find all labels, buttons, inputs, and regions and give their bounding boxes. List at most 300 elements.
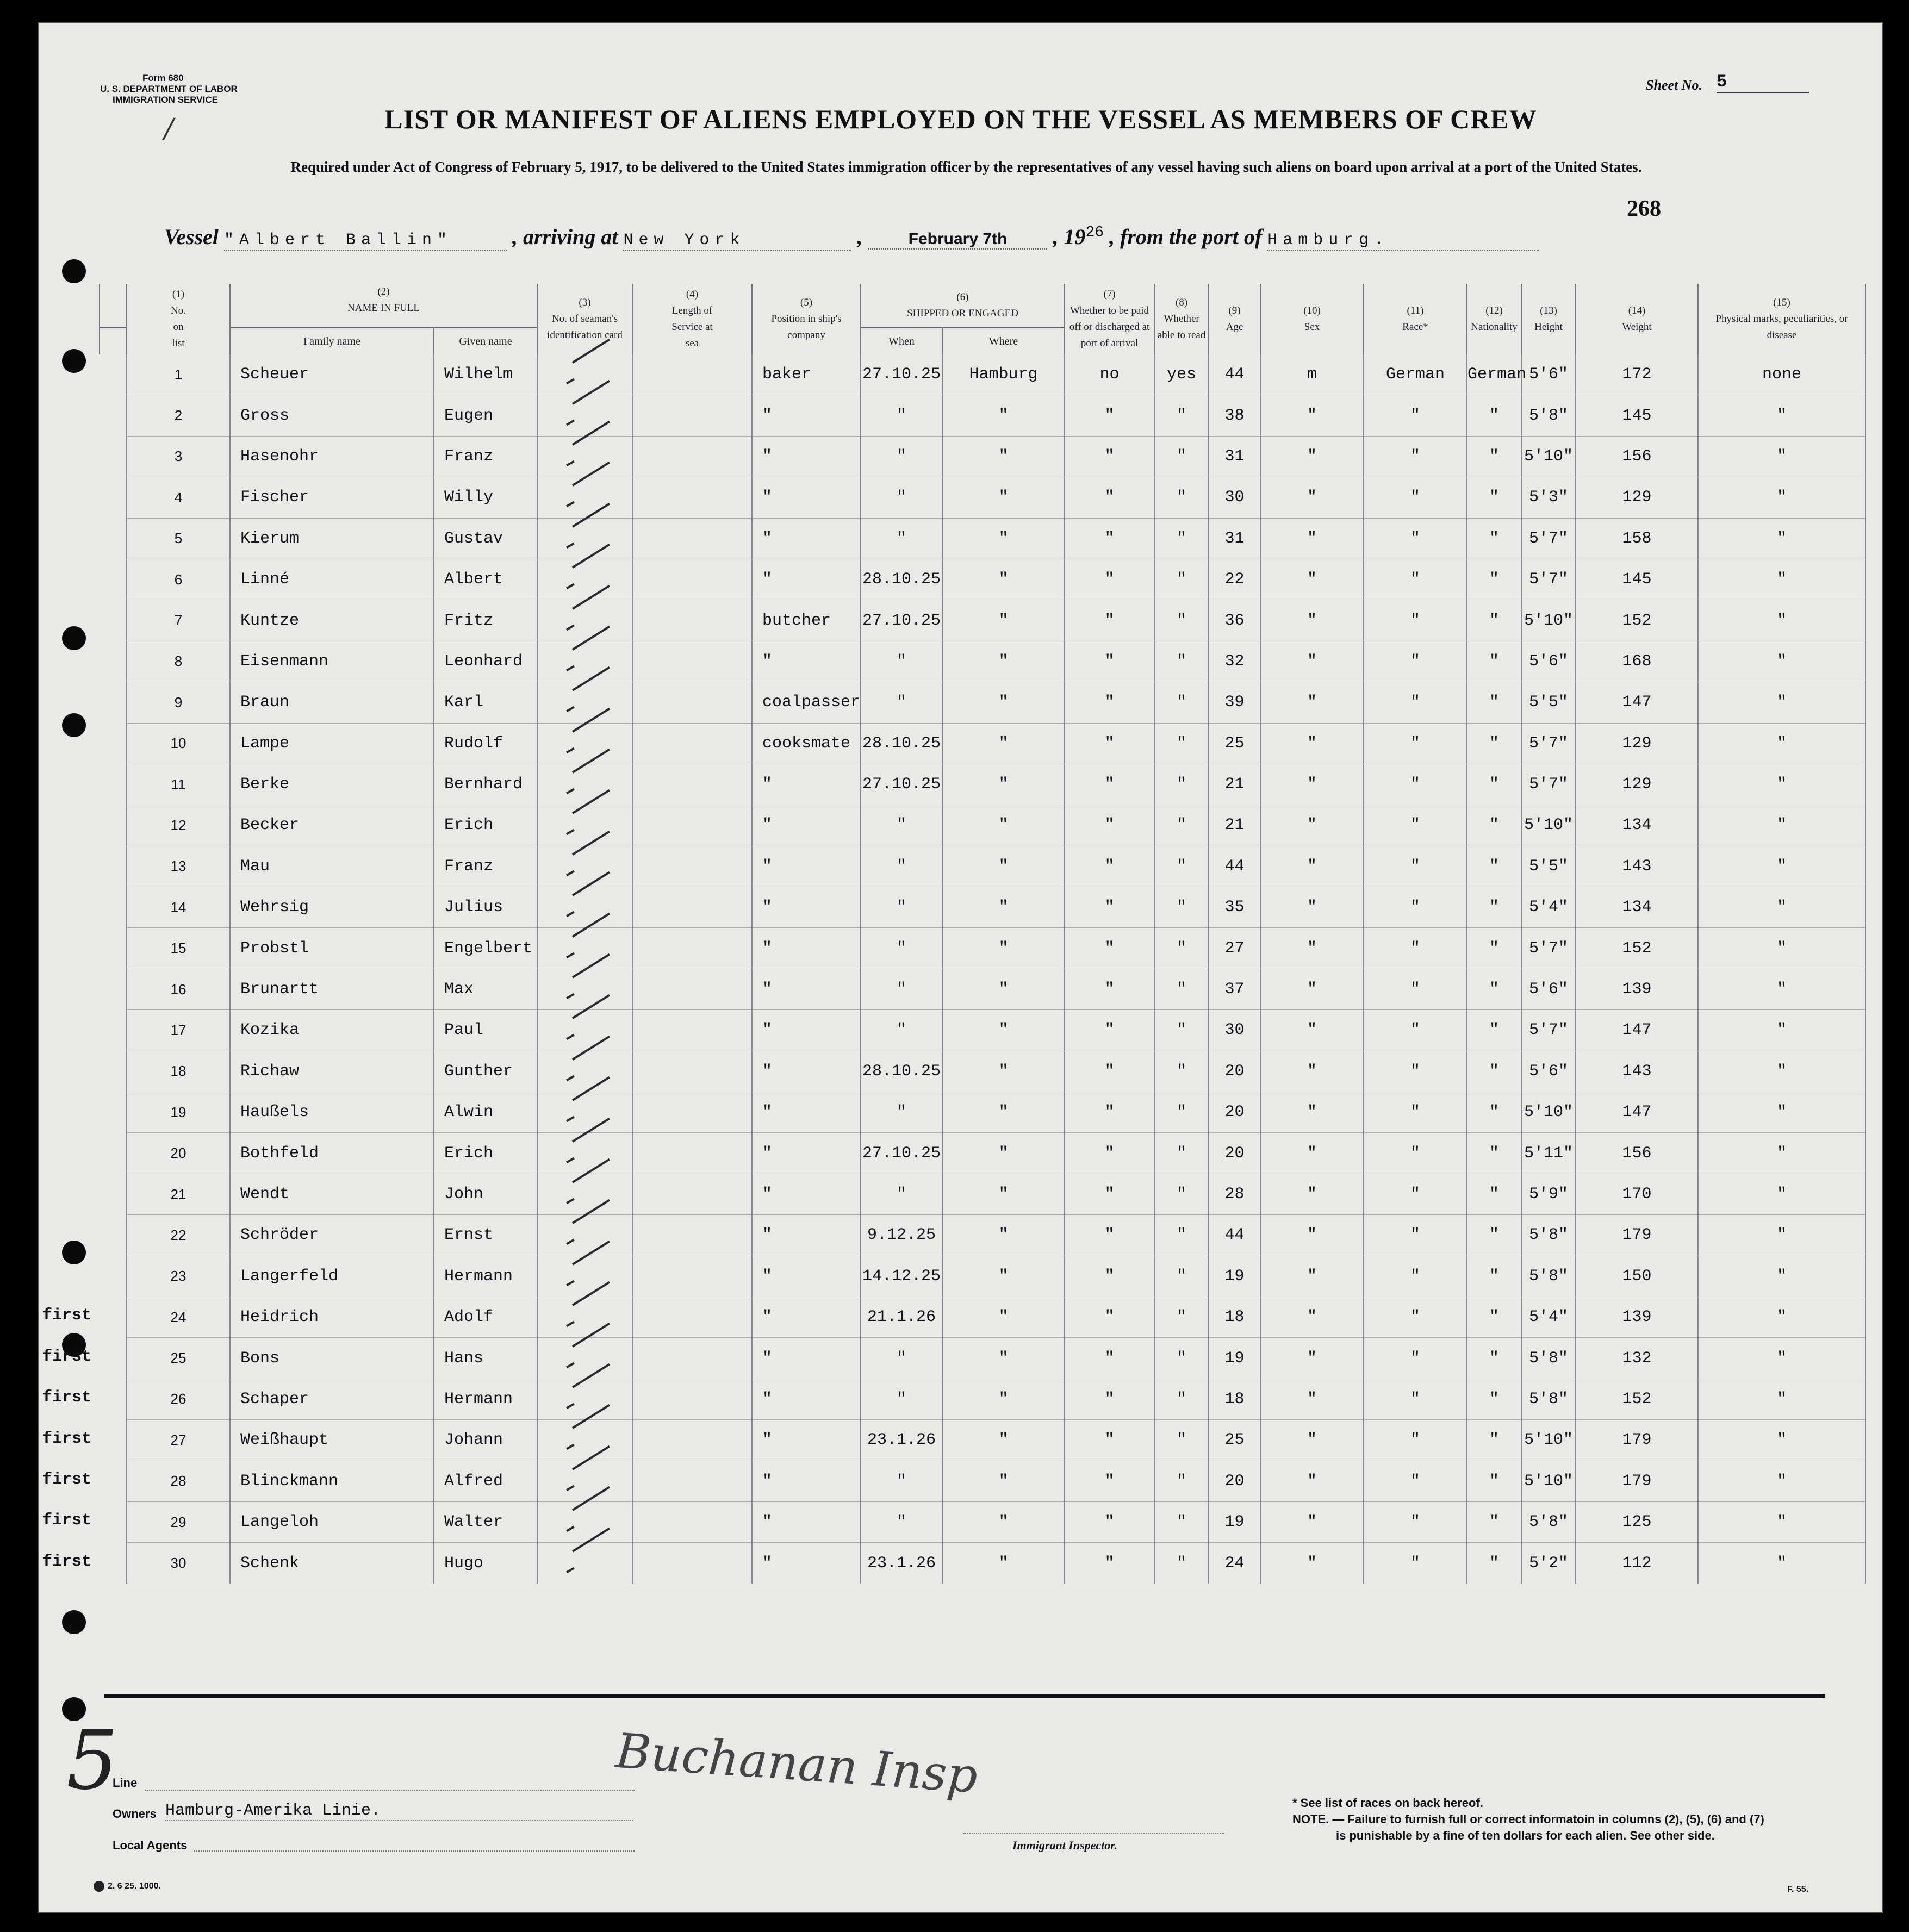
family-name: Eisenmann <box>230 641 434 682</box>
vessel-label: Vessel <box>164 225 219 249</box>
paid-off: " <box>1065 764 1154 805</box>
paid-off: " <box>1065 682 1154 723</box>
nationality: " <box>1467 477 1521 518</box>
row-number: 11 <box>127 764 230 805</box>
race: " <box>1364 1501 1467 1542</box>
nationality: " <box>1467 518 1521 559</box>
position: " <box>752 846 861 887</box>
margin-cell <box>100 928 127 969</box>
age: 18 <box>1209 1379 1260 1419</box>
given-name: Erich <box>434 1133 537 1174</box>
able-to-read: " <box>1154 969 1209 1009</box>
race: " <box>1364 969 1467 1009</box>
shipped-when: " <box>861 1010 942 1051</box>
margin-cell <box>100 1133 127 1174</box>
sex: " <box>1260 600 1364 641</box>
footer-agents-rule <box>194 1850 635 1852</box>
shipped-when: 28.10.25 <box>861 1051 942 1092</box>
physical-marks: " <box>1698 436 1866 477</box>
col-when-header: When <box>861 328 942 354</box>
margin-cell <box>42 1297 127 1337</box>
height: 5'9" <box>1521 1174 1576 1214</box>
punch-hole <box>62 1241 86 1264</box>
race: " <box>1364 1174 1467 1214</box>
id-card-check <box>537 969 632 1009</box>
nationality: " <box>1467 395 1521 436</box>
family-name: Kozika <box>230 1010 434 1051</box>
paid-off: " <box>1065 1092 1154 1133</box>
nationality: " <box>1467 600 1521 641</box>
table-header <box>100 284 1866 354</box>
table-row <box>100 1297 1866 1337</box>
age: 22 <box>1209 559 1260 600</box>
age: 21 <box>1209 764 1260 805</box>
able-to-read: " <box>1154 887 1209 928</box>
position: " <box>752 764 861 805</box>
margin-cell <box>100 1256 127 1297</box>
nationality: " <box>1467 723 1521 764</box>
shipped-when: 27.10.25 <box>861 1133 942 1174</box>
family-name: Kuntze <box>230 600 434 641</box>
race: " <box>1364 682 1467 723</box>
col-service-header: (4) Length of Service at sea <box>632 284 752 354</box>
table-row <box>100 600 1866 641</box>
sex: " <box>1260 1174 1364 1214</box>
sheet-number-label: Sheet No. <box>1646 77 1702 93</box>
nationality: " <box>1467 1010 1521 1051</box>
margin-cell <box>100 354 127 395</box>
height: 5'5" <box>1521 682 1576 723</box>
able-to-read: " <box>1154 1174 1209 1214</box>
id-card-check <box>537 1256 632 1297</box>
table-row <box>100 1051 1866 1092</box>
row-number: 15 <box>127 928 230 969</box>
weight: 179 <box>1576 1215 1698 1256</box>
height: 5'10" <box>1521 805 1576 846</box>
nationality: " <box>1467 559 1521 600</box>
checkmark-icon <box>561 1547 610 1574</box>
height: 5'11" <box>1521 1133 1576 1174</box>
position: " <box>752 969 861 1009</box>
sex: " <box>1260 1338 1364 1379</box>
height: 5'5" <box>1521 846 1576 887</box>
age: 30 <box>1209 477 1260 518</box>
shipped-where: " <box>942 1338 1065 1379</box>
race: " <box>1364 1256 1467 1297</box>
physical-marks: " <box>1698 559 1866 600</box>
physical-marks: " <box>1698 682 1866 723</box>
physical-marks: " <box>1698 764 1866 805</box>
margin-cell <box>42 1379 127 1419</box>
sex: " <box>1260 559 1364 600</box>
given-name: Walter <box>434 1501 537 1542</box>
weight: 179 <box>1576 1420 1698 1461</box>
checkmark-icon <box>561 481 610 508</box>
table-body <box>42 354 1866 1584</box>
shipped-where: " <box>942 600 1065 641</box>
given-name: Engelbert <box>434 928 537 969</box>
shipped-when: " <box>861 1174 942 1214</box>
shipped-when: 23.1.26 <box>861 1420 942 1461</box>
weight: 112 <box>1576 1543 1698 1584</box>
able-to-read: yes <box>1154 354 1209 395</box>
able-to-read: " <box>1154 559 1209 600</box>
race: German <box>1364 354 1467 395</box>
sex: " <box>1260 436 1364 477</box>
row-number: 17 <box>127 1010 230 1051</box>
col-height-header: (13) Height <box>1521 284 1576 354</box>
shipped-when: 9.12.25 <box>861 1215 942 1256</box>
paid-off: " <box>1065 1338 1154 1379</box>
table-row <box>100 928 1866 969</box>
sex: m <box>1260 354 1364 395</box>
shipped-when: 23.1.26 <box>861 1543 942 1584</box>
given-name: Erich <box>434 805 537 846</box>
nationality: " <box>1467 1133 1521 1174</box>
arriving-label: , arriving at <box>512 225 618 249</box>
paid-off: " <box>1065 1297 1154 1337</box>
age: 20 <box>1209 1092 1260 1133</box>
able-to-read: " <box>1154 846 1209 887</box>
shipped-where: " <box>942 682 1065 723</box>
service-length <box>632 436 752 477</box>
position: butcher <box>752 600 861 641</box>
physical-marks: " <box>1698 1379 1866 1419</box>
col-sex-header: (10) Sex <box>1260 284 1364 354</box>
service-length <box>632 887 752 928</box>
table-row <box>100 1174 1866 1214</box>
footer-agents-label: Local Agents <box>113 1838 188 1852</box>
row-number: 27 <box>127 1420 230 1461</box>
family-name: Langerfeld <box>230 1256 434 1297</box>
able-to-read: " <box>1154 1133 1209 1174</box>
position: " <box>752 559 861 600</box>
paid-off: " <box>1065 1256 1154 1297</box>
id-card-check <box>537 1543 632 1584</box>
footer-line-rule <box>145 1790 635 1791</box>
weight: 179 <box>1576 1461 1698 1501</box>
physical-marks: none <box>1698 354 1866 395</box>
position: " <box>752 1501 861 1542</box>
row-number: 23 <box>127 1256 230 1297</box>
family-name: Schenk <box>230 1543 434 1584</box>
service-length <box>632 354 752 395</box>
weight: 143 <box>1576 1051 1698 1092</box>
from-port-label: , from the port of <box>1109 225 1263 249</box>
able-to-read: " <box>1154 477 1209 518</box>
form-code: F. 55. <box>1787 1885 1809 1894</box>
given-name: Hans <box>434 1338 537 1379</box>
height: 5'6" <box>1521 969 1576 1009</box>
punch-hole <box>62 259 86 283</box>
row-number: 10 <box>127 723 230 764</box>
shipped-where: " <box>942 518 1065 559</box>
footer-owners-label: Owners <box>113 1807 157 1821</box>
age: 24 <box>1209 1543 1260 1584</box>
sex: " <box>1260 1461 1364 1501</box>
table-row <box>100 1010 1866 1051</box>
height: 5'4" <box>1521 887 1576 928</box>
vessel-line: Vessel "Albert Ballin" , arriving at New York , February 7th , $19^{26}$ , from the port of Hamburg. <box>164 224 1539 251</box>
col-read-header: (8) Whether able to read <box>1154 284 1209 354</box>
able-to-read: " <box>1154 1215 1209 1256</box>
end-of-list-rule <box>104 1694 1825 1698</box>
sex: " <box>1260 518 1364 559</box>
physical-marks: " <box>1698 477 1866 518</box>
sex: " <box>1260 1297 1364 1337</box>
row-number: 22 <box>127 1215 230 1256</box>
nationality: " <box>1467 1092 1521 1133</box>
race: " <box>1364 1215 1467 1256</box>
given-name: Eugen <box>434 395 537 436</box>
race: " <box>1364 1051 1467 1092</box>
form-number: Form 680 <box>142 73 184 83</box>
physical-marks: " <box>1698 1420 1866 1461</box>
shipped-when: 27.10.25 <box>861 764 942 805</box>
race: " <box>1364 1338 1467 1379</box>
id-card-check <box>537 477 632 518</box>
race: " <box>1364 846 1467 887</box>
family-name: Haußels <box>230 1092 434 1133</box>
inspector-signature: Buchanan Insp <box>614 1722 980 1804</box>
given-name: Franz <box>434 436 537 477</box>
physical-marks: " <box>1698 395 1866 436</box>
footer-line-label: Line <box>113 1776 138 1790</box>
weight: 150 <box>1576 1256 1698 1297</box>
shipped-when: " <box>861 395 942 436</box>
nationality: " <box>1467 764 1521 805</box>
table-row <box>100 1338 1866 1379</box>
age: 32 <box>1209 641 1260 682</box>
age: 31 <box>1209 436 1260 477</box>
checkmark-icon <box>561 1342 610 1369</box>
service-length <box>632 1461 752 1501</box>
family-name: Schröder <box>230 1215 434 1256</box>
sex: " <box>1260 1543 1364 1584</box>
shipped-when: 14.12.25 <box>861 1256 942 1297</box>
physical-marks: " <box>1698 1297 1866 1337</box>
table-row <box>100 1461 1866 1501</box>
shipped-where: " <box>942 723 1065 764</box>
position: " <box>752 1379 861 1419</box>
race: " <box>1364 518 1467 559</box>
shipped-when: " <box>861 1461 942 1501</box>
given-name: Gustav <box>434 518 537 559</box>
able-to-read: " <box>1154 1543 1209 1584</box>
height: 5'10" <box>1521 436 1576 477</box>
physical-marks: " <box>1698 846 1866 887</box>
family-name: Fischer <box>230 477 434 518</box>
position: coalpasser <box>752 682 861 723</box>
service-length <box>632 1297 752 1337</box>
age: 19 <box>1209 1338 1260 1379</box>
weight: 129 <box>1576 764 1698 805</box>
service-length <box>632 1501 752 1542</box>
position: " <box>752 1010 861 1051</box>
weight: 147 <box>1576 1092 1698 1133</box>
sex: " <box>1260 1501 1364 1542</box>
col-age-header: (9) Age <box>1209 284 1260 354</box>
age: 44 <box>1209 1215 1260 1256</box>
race: " <box>1364 1379 1467 1419</box>
weight: 158 <box>1576 518 1698 559</box>
margin-note: first <box>42 1552 92 1571</box>
able-to-read: " <box>1154 1379 1209 1419</box>
age: 44 <box>1209 354 1260 395</box>
service-length <box>632 559 752 600</box>
race: " <box>1364 805 1467 846</box>
age: 20 <box>1209 1133 1260 1174</box>
race: " <box>1364 641 1467 682</box>
weight: 152 <box>1576 928 1698 969</box>
age: 19 <box>1209 1501 1260 1542</box>
margin-cell <box>100 1051 127 1092</box>
id-card-check <box>537 1174 632 1214</box>
shipped-where: " <box>942 1215 1065 1256</box>
position: baker <box>752 354 861 395</box>
shipped-where: " <box>942 1379 1065 1419</box>
family-name: Blinckmann <box>230 1461 434 1501</box>
sex: " <box>1260 764 1364 805</box>
age: 36 <box>1209 600 1260 641</box>
given-name: Leonhard <box>434 641 537 682</box>
checkmark-icon <box>561 563 610 590</box>
given-name: Ernst <box>434 1215 537 1256</box>
shipped-when: " <box>861 436 942 477</box>
row-number: 28 <box>127 1461 230 1501</box>
row-number: 3 <box>127 436 230 477</box>
age: 27 <box>1209 928 1260 969</box>
shipped-where: " <box>942 1174 1065 1214</box>
shipped-when: " <box>861 477 942 518</box>
table-row <box>100 1092 1866 1133</box>
nationality: " <box>1467 641 1521 682</box>
shipped-where: " <box>942 1420 1065 1461</box>
family-name: Hasenohr <box>230 436 434 477</box>
checkmark-icon <box>561 400 610 427</box>
shipped-where: " <box>942 559 1065 600</box>
age: 25 <box>1209 1420 1260 1461</box>
height: 5'8" <box>1521 1501 1576 1542</box>
id-card-check <box>537 1092 632 1133</box>
position: " <box>752 395 861 436</box>
position: " <box>752 641 861 682</box>
paid-off: " <box>1065 1051 1154 1092</box>
footer-note-races: * See list of races on back hereof. <box>1292 1796 1483 1810</box>
checkmark-icon <box>561 1096 610 1123</box>
race: " <box>1364 436 1467 477</box>
height: 5'2" <box>1521 1543 1576 1584</box>
margin-cell <box>100 436 127 477</box>
arrival-date: February 7th <box>868 230 1047 250</box>
table-row <box>100 682 1866 723</box>
service-length <box>632 682 752 723</box>
given-name: John <box>434 1174 537 1214</box>
family-name: Mau <box>230 846 434 887</box>
margin-cell <box>42 1501 127 1542</box>
checkmark-icon <box>561 1137 610 1164</box>
weight: 152 <box>1576 1379 1698 1419</box>
table-row <box>100 1420 1866 1461</box>
weight: 143 <box>1576 846 1698 887</box>
id-card-check <box>537 559 632 600</box>
table-row <box>100 805 1866 846</box>
sex: " <box>1260 1215 1364 1256</box>
table-row <box>100 395 1866 436</box>
form-department: U. S. DEPARTMENT OF LABOR <box>100 84 238 94</box>
given-name: Alfred <box>434 1461 537 1501</box>
height: 5'8" <box>1521 1338 1576 1379</box>
physical-marks: " <box>1698 1051 1866 1092</box>
sex: " <box>1260 477 1364 518</box>
nationality: " <box>1467 1501 1521 1542</box>
paid-off: " <box>1065 477 1154 518</box>
arriving-port: New York <box>623 231 851 251</box>
nationality: " <box>1467 1051 1521 1092</box>
able-to-read: " <box>1154 1461 1209 1501</box>
weight: 170 <box>1576 1174 1698 1214</box>
shipped-when: 28.10.25 <box>861 559 942 600</box>
able-to-read: " <box>1154 600 1209 641</box>
col-family-name-header: Family name <box>230 328 434 354</box>
id-card-check <box>537 436 632 477</box>
weight: 134 <box>1576 805 1698 846</box>
shipped-when: " <box>861 969 942 1009</box>
able-to-read: " <box>1154 436 1209 477</box>
paid-off: " <box>1065 887 1154 928</box>
able-to-read: " <box>1154 1297 1209 1337</box>
sex: " <box>1260 887 1364 928</box>
margin-cell <box>100 887 127 928</box>
sex: " <box>1260 1051 1364 1092</box>
physical-marks: " <box>1698 928 1866 969</box>
position: " <box>752 928 861 969</box>
nationality: " <box>1467 846 1521 887</box>
weight: 147 <box>1576 1010 1698 1051</box>
checkmark-icon <box>561 1506 610 1533</box>
id-card-check <box>537 1461 632 1501</box>
age: 30 <box>1209 1010 1260 1051</box>
physical-marks: " <box>1698 1092 1866 1133</box>
physical-marks: " <box>1698 1543 1866 1584</box>
weight: 145 <box>1576 559 1698 600</box>
given-name: Rudolf <box>434 723 537 764</box>
family-name: Probstl <box>230 928 434 969</box>
age: 44 <box>1209 846 1260 887</box>
page-number: 268 <box>1627 196 1661 221</box>
table-row <box>100 518 1866 559</box>
given-name: Alwin <box>434 1092 537 1133</box>
height: 5'3" <box>1521 477 1576 518</box>
paid-off: " <box>1065 969 1154 1009</box>
given-name: Willy <box>434 477 537 518</box>
checkmark-icon <box>561 932 610 959</box>
height: 5'7" <box>1521 1010 1576 1051</box>
family-name: Lampe <box>230 723 434 764</box>
row-number: 29 <box>127 1501 230 1542</box>
checkmark-icon <box>561 645 610 672</box>
able-to-read: " <box>1154 641 1209 682</box>
shipped-where: " <box>942 1543 1065 1584</box>
weight: 152 <box>1576 600 1698 641</box>
id-card-check <box>537 805 632 846</box>
checkmark-icon <box>561 1014 610 1041</box>
punch-hole <box>62 713 86 737</box>
id-card-check <box>537 887 632 928</box>
table-row <box>100 1133 1866 1174</box>
margin-cell <box>100 723 127 764</box>
margin-cell <box>100 1092 127 1133</box>
